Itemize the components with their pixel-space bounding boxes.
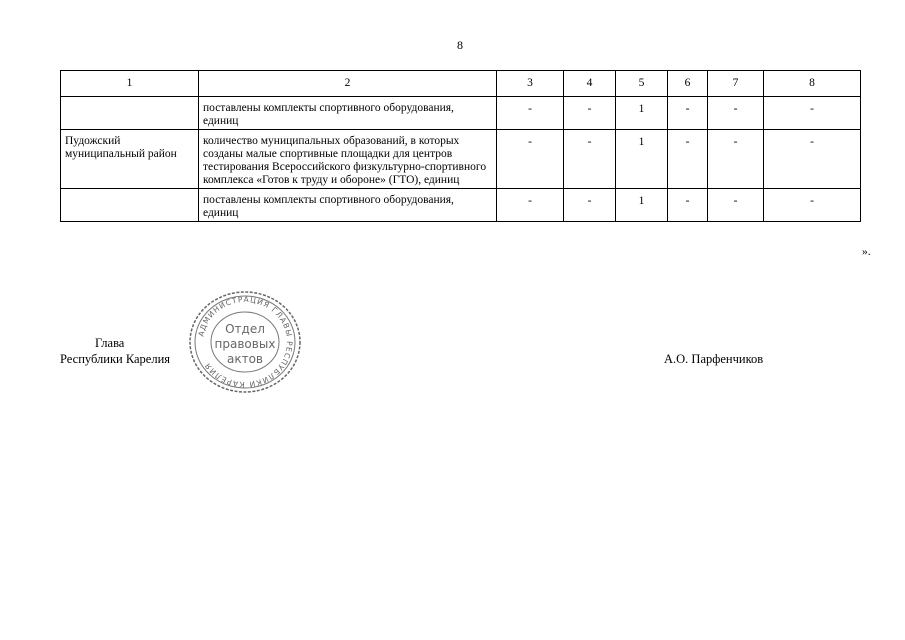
value-cell: 1 [616, 189, 668, 222]
value-cell: 1 [616, 130, 668, 189]
value-cell: - [708, 130, 764, 189]
seal-stamp [188, 290, 302, 394]
indicator-cell: поставлены комплекты спортивного оборудования, единиц [199, 97, 497, 130]
table-header-row [61, 71, 861, 97]
signatory-title-line1: Глава [95, 336, 125, 350]
table-row [61, 189, 861, 222]
column-header: 3 [497, 71, 564, 97]
value-cell: - [497, 189, 564, 222]
seal-text-line3: актов [226, 352, 264, 366]
column-header: 1 [61, 71, 199, 97]
value-cell: - [668, 130, 708, 189]
column-header: 2 [199, 71, 497, 97]
value-cell: - [708, 189, 764, 222]
indicator-cell: поставлены комплекты спортивного оборудования, единиц [199, 189, 497, 222]
value-cell: - [764, 189, 861, 222]
seal-ring-text: АДМИНИСТРАЦИЯ ГЛАВЫ РЕСПУБЛИКИ КАРЕЛИЯ [196, 294, 295, 390]
column-header: 4 [564, 71, 616, 97]
value-cell: 1 [616, 97, 668, 130]
page-number: 8 [457, 38, 463, 52]
indicator-cell: количество муниципальных образований, в которых созданы малые спортивные площадки для центров тестирования Всероссийского физкультурно-спортивного комплекса «Готов к труду и обороне» (ГТО), единиц [199, 130, 497, 189]
value-cell: - [564, 130, 616, 189]
value-cell: - [497, 97, 564, 130]
signatory-title-line2: Республики Карелия [60, 352, 171, 366]
value-cell: - [497, 130, 564, 189]
signatory-name: А.О. Парфенчиков [664, 352, 764, 366]
value-cell: - [764, 97, 861, 130]
value-cell: - [668, 189, 708, 222]
data-table [60, 70, 861, 222]
region-cell: Пудожский муниципальный район [61, 130, 199, 189]
seal-text-line2: правовых [214, 337, 276, 351]
column-header: 6 [668, 71, 708, 97]
region-cell [61, 189, 199, 222]
column-header: 5 [616, 71, 668, 97]
region-cell [61, 97, 199, 130]
column-header: 7 [708, 71, 764, 97]
value-cell: - [708, 97, 764, 130]
value-cell: - [564, 97, 616, 130]
value-cell: - [668, 97, 708, 130]
table-row [61, 97, 861, 130]
column-header: 8 [764, 71, 861, 97]
seal-text-line1: Отдел [225, 322, 265, 336]
value-cell: - [764, 130, 861, 189]
value-cell: - [564, 189, 616, 222]
table-row [61, 130, 861, 189]
closing-quote-mark: ». [862, 246, 871, 258]
